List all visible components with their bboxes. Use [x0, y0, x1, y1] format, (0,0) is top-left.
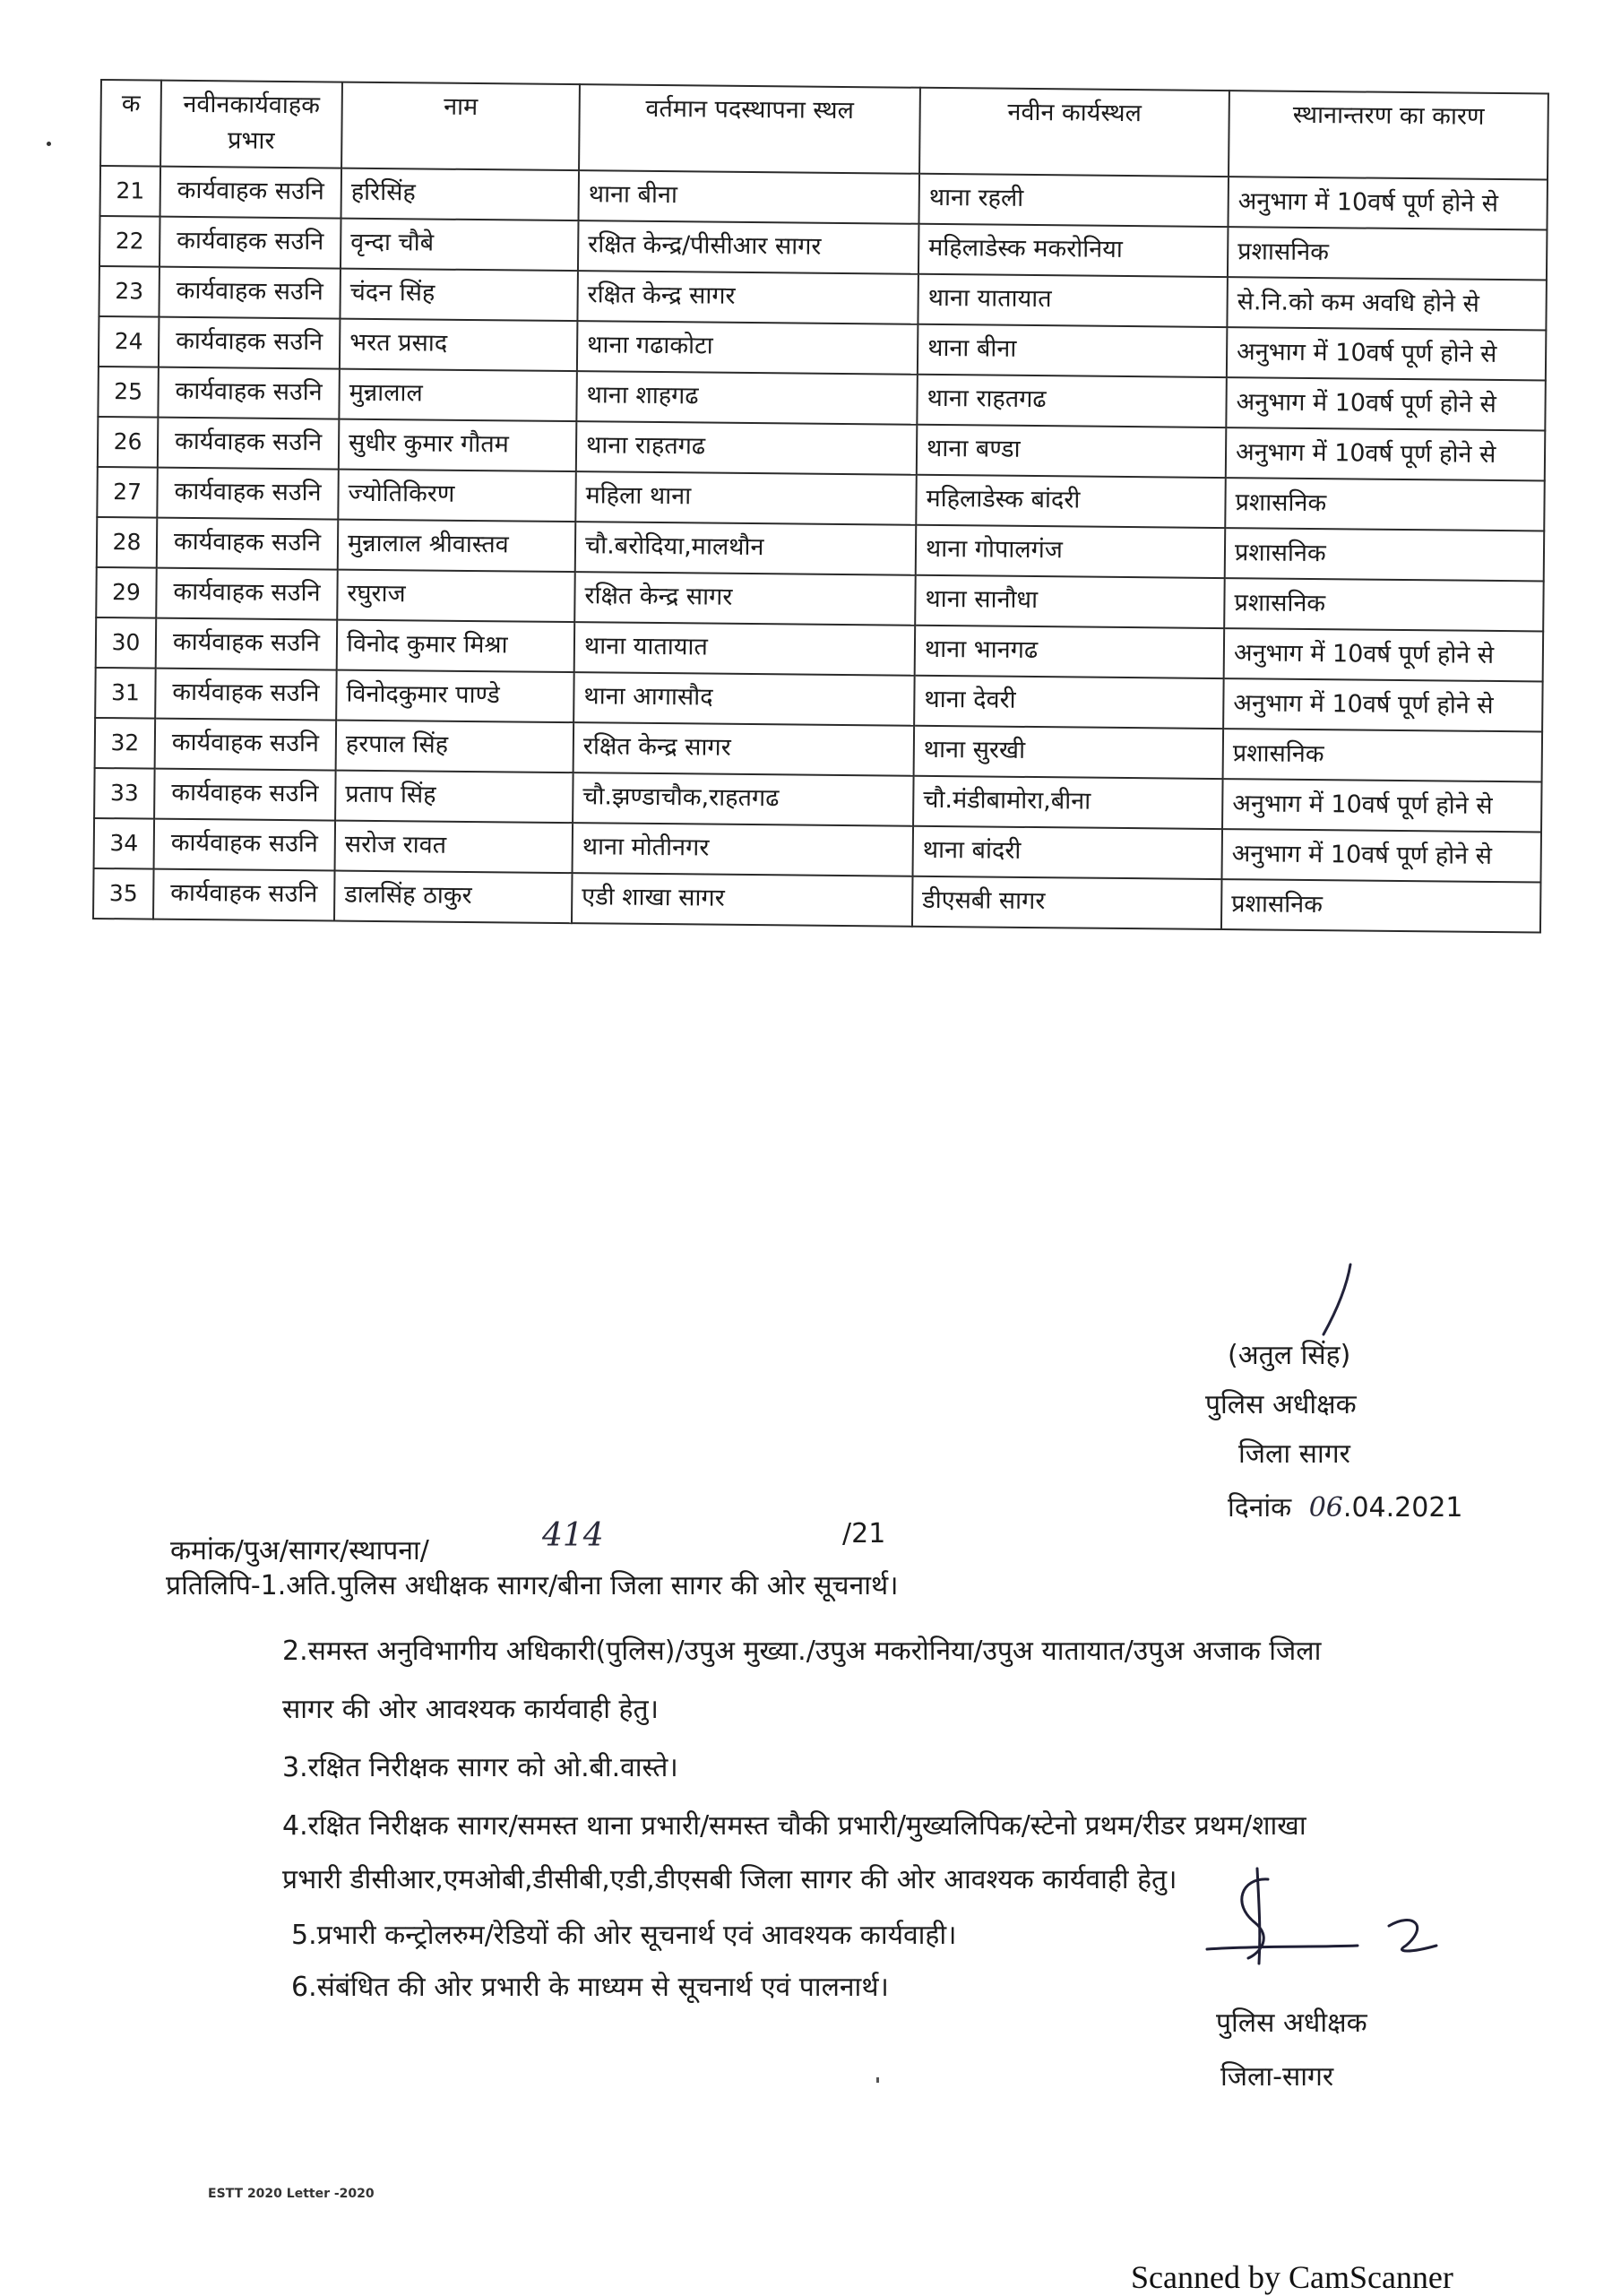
- table-body: [93, 166, 1548, 932]
- cell-current-posting: थाना यातायात: [574, 622, 916, 676]
- cell-current-posting: थाना राहतगढ: [576, 421, 918, 475]
- cell-transfer-reason: प्रशासनिक: [1224, 578, 1544, 631]
- cell-current-posting: महिला थाना: [575, 471, 917, 525]
- cell-serial: 24: [99, 316, 160, 367]
- transfer-table: [92, 79, 1549, 933]
- cell-new-posting: चौ.मंडीबामोरा,बीना: [913, 776, 1223, 829]
- date-label: दिनांक: [1228, 1492, 1292, 1523]
- cell-name: हरिसिंह: [341, 168, 580, 221]
- initial-stroke-mark: [1304, 1259, 1375, 1340]
- distribution-line-6: 6.संबंधित की ओर प्रभारी के माध्यम से सूचनार्थ एवं पालनार्थ।: [291, 1972, 889, 2003]
- reference-prefix: कमांक/पुअ/सागर/स्थापना/: [170, 1535, 429, 1567]
- cell-transfer-reason: प्रशासनिक: [1228, 227, 1548, 280]
- footer-file-code: ESTT 2020 Letter -2020: [208, 2187, 375, 2201]
- cell-transfer-reason: अनुभाग में 10वर्ष पूर्ण होने से: [1222, 779, 1542, 832]
- cell-serial: 25: [98, 367, 159, 418]
- cell-new-charge: कार्यवाहक सउनि: [155, 669, 337, 721]
- cell-transfer-reason: अनुभाग में 10वर्ष पूर्ण होने से: [1227, 327, 1547, 380]
- cell-new-posting: थाना गोपालगंज: [916, 525, 1226, 578]
- cell-new-posting: थाना सुरखी: [914, 726, 1224, 779]
- cell-new-posting: डीएसबी सागर: [912, 876, 1222, 929]
- cell-transfer-reason: अनुभाग में 10वर्ष पूर्ण होने से: [1228, 177, 1548, 229]
- cell-current-posting: थाना मोतीनगर: [573, 823, 914, 876]
- cell-serial: 29: [96, 567, 157, 618]
- cell-serial: 34: [94, 818, 155, 869]
- cell-serial: 23: [99, 266, 160, 317]
- scan-speck: [47, 142, 51, 146]
- cell-current-posting: एडी शाखा सागर: [572, 873, 913, 927]
- camscanner-watermark: Scanned by CamScanner: [1131, 2259, 1453, 2295]
- distribution-line-4-cont: प्रभारी डीसीआर,एमओबी,डीसीबी,एडी,डीएसबी जिला सागर की ओर आवश्यक कार्यवाही हेतु।: [282, 1864, 1177, 1895]
- cell-new-posting: थाना बीना: [918, 324, 1228, 377]
- cell-new-charge: कार्यवाहक सउनि: [154, 819, 336, 871]
- cell-current-posting: चौ.बरोदिया,मालथौन: [575, 522, 917, 575]
- header-current-posting: वर्तमान पदस्थापना स्थल: [579, 84, 920, 174]
- distribution-line-1: प्रतिलिपि-1.अति.पुलिस अधीक्षक सागर/बीना जिला सागर की ओर सूचनार्थ।: [166, 1570, 899, 1601]
- cell-name: रघुराज: [337, 570, 575, 623]
- cell-name: विनोदकुमार पाण्डे: [336, 670, 574, 723]
- cell-name: प्रताप सिंह: [335, 771, 573, 824]
- cell-name: भरत प्रसाद: [340, 319, 578, 372]
- header-name: नाम: [341, 82, 580, 171]
- cell-new-posting: थाना राहतगढ: [917, 375, 1227, 427]
- signature-scribble: [1205, 1860, 1438, 1967]
- cell-new-charge: कार्यवाहक सउनि: [156, 618, 338, 670]
- cell-new-posting: महिलाडेस्क बांदरी: [916, 475, 1226, 528]
- cell-current-posting: रक्षित केन्द्र/पीसीआर सागर: [578, 220, 919, 274]
- cell-transfer-reason: अनुभाग में 10वर्ष पूर्ण होने से: [1226, 427, 1546, 480]
- cell-transfer-reason: प्रशासनिक: [1225, 528, 1545, 581]
- header-serial: क: [100, 80, 161, 167]
- cell-name: वृन्दा चौबे: [341, 219, 579, 272]
- bottom-signatory-designation: पुलिस अधीक्षक: [1216, 2007, 1367, 2039]
- cell-current-posting: थाना शाहगढ: [576, 371, 918, 425]
- scan-speck: [876, 2077, 879, 2083]
- cell-transfer-reason: से.नि.को कम अवधि होने से: [1227, 277, 1547, 330]
- cell-new-charge: कार्यवाहक सउनि: [153, 869, 335, 921]
- cell-new-charge: कार्यवाहक सउनि: [154, 769, 336, 821]
- cell-serial: 33: [94, 768, 155, 819]
- cell-current-posting: रक्षित केन्द्र सागर: [577, 271, 918, 324]
- cell-transfer-reason: प्रशासनिक: [1223, 729, 1543, 781]
- cell-serial: 21: [100, 166, 161, 217]
- cell-current-posting: चौ.झण्डाचौक,राहतगढ: [573, 773, 914, 826]
- cell-transfer-reason: अनुभाग में 10वर्ष पूर्ण होने से: [1221, 829, 1541, 882]
- cell-current-posting: थाना आगासौद: [573, 672, 915, 726]
- cell-serial: 22: [99, 216, 160, 267]
- distribution-line-5: 5.प्रभारी कन्ट्रोलरुम/रेडियों की ओर सूचनार्थ एवं आवश्यक कार्यवाही।: [291, 1920, 957, 1951]
- header-transfer-reason: स्थानान्तरण का कारण: [1229, 91, 1548, 179]
- cell-new-charge: कार्यवाहक सउनि: [160, 167, 342, 219]
- cell-new-charge: कार्यवाहक सउनि: [159, 267, 341, 319]
- cell-new-posting: थाना बांदरी: [913, 826, 1223, 879]
- cell-name: मुन्नालाल: [339, 369, 577, 422]
- date-month-year: .04.2021: [1342, 1492, 1463, 1523]
- cell-name: मुन्नालाल श्रीवास्तव: [338, 520, 576, 573]
- signatory-name: (अतुल सिंह): [1228, 1340, 1351, 1371]
- cell-name: विनोद कुमार मिश्रा: [337, 620, 575, 673]
- cell-new-charge: कार्यवाहक सउनि: [157, 518, 339, 570]
- cell-transfer-reason: अनुभाग में 10वर्ष पूर्ण होने से: [1224, 628, 1544, 681]
- distribution-line-2-cont: सागर की ओर आवश्यक कार्यवाही हेतु।: [282, 1694, 659, 1725]
- cell-name: ज्योतिकिरण: [338, 470, 576, 522]
- cell-name: हरपाल सिंह: [336, 721, 574, 773]
- order-date: [1228, 1488, 1463, 1524]
- cell-new-posting: थाना भानगढ: [915, 626, 1225, 678]
- reference-suffix: /21: [842, 1518, 886, 1549]
- signatory-district: जिला सागर: [1238, 1438, 1350, 1470]
- header-new-charge: नवीनकार्यवाहक प्रभार: [160, 81, 342, 168]
- cell-new-charge: कार्यवाहक सउनि: [160, 217, 341, 269]
- bottom-signatory-district: जिला-सागर: [1220, 2061, 1334, 2093]
- cell-new-posting: थाना रहली: [918, 174, 1229, 227]
- cell-serial: 30: [96, 617, 157, 669]
- cell-transfer-reason: अनुभाग में 10वर्ष पूर्ण होने से: [1223, 678, 1543, 731]
- cell-serial: 31: [95, 668, 156, 719]
- cell-serial: 27: [97, 467, 158, 518]
- cell-new-charge: कार्यवाहक सउनि: [158, 367, 340, 419]
- cell-transfer-reason: अनुभाग में 10वर्ष पूर्ण होने से: [1226, 377, 1546, 430]
- cell-transfer-reason: प्रशासनिक: [1221, 879, 1541, 932]
- cell-new-charge: कार्यवाहक सउनि: [159, 317, 341, 369]
- distribution-line-3: 3.रक्षित निरीक्षक सागर को ओ.बी.वास्ते।: [282, 1752, 678, 1783]
- distribution-line-4: 4.रक्षित निरीक्षक सागर/समस्त थाना प्रभारी/समस्त चौकी प्रभारी/मुख्यलिपिक/स्टेनो प्रथम/रीडर प्रथम/शाखा: [282, 1810, 1306, 1842]
- cell-name: सरोज रावत: [335, 821, 573, 874]
- cell-new-posting: थाना यातायात: [918, 274, 1228, 327]
- cell-new-charge: कार्यवाहक सउनि: [157, 468, 339, 520]
- cell-name: डालसिंह ठाकुर: [334, 871, 573, 924]
- cell-new-posting: थाना बण्डा: [917, 425, 1227, 478]
- cell-serial: 26: [98, 417, 159, 468]
- cell-name: सुधीर कुमार गौतम: [339, 419, 577, 472]
- cell-new-charge: कार्यवाहक सउनि: [158, 418, 340, 470]
- cell-transfer-reason: प्रशासनिक: [1225, 478, 1545, 531]
- reference-number-handwritten: 414: [542, 1517, 604, 1554]
- cell-current-posting: रक्षित केन्द्र सागर: [574, 572, 916, 626]
- table-header-row: [100, 80, 1548, 179]
- cell-new-posting: थाना सानौधा: [915, 575, 1225, 628]
- cell-new-charge: कार्यवाहक सउनि: [156, 568, 338, 620]
- cell-current-posting: थाना बीना: [579, 170, 920, 224]
- cell-serial: 32: [95, 718, 156, 769]
- distribution-line-2: 2.समस्त अनुविभागीय अधिकारी(पुलिस)/उपुअ मुख्या./उपुअ मकरोनिया/उपुअ यातायात/उपुअ अजाक जिला: [282, 1636, 1322, 1667]
- header-new-posting: नवीन कार्यस्थल: [919, 88, 1229, 177]
- cell-new-posting: थाना देवरी: [914, 676, 1224, 729]
- signatory-designation: पुलिस अधीक्षक: [1205, 1389, 1357, 1420]
- cell-new-charge: कार्यवाहक सउनि: [155, 719, 337, 771]
- cell-current-posting: थाना गढाकोटा: [577, 321, 918, 375]
- cell-name: चंदन सिंह: [340, 269, 578, 322]
- cell-current-posting: रक्षित केन्द्र सागर: [573, 722, 915, 776]
- cell-serial: 35: [93, 868, 154, 919]
- cell-serial: 28: [97, 517, 158, 568]
- date-handwritten-day: 06: [1308, 1492, 1343, 1523]
- cell-new-posting: महिलाडेस्क मकरोनिया: [918, 224, 1229, 277]
